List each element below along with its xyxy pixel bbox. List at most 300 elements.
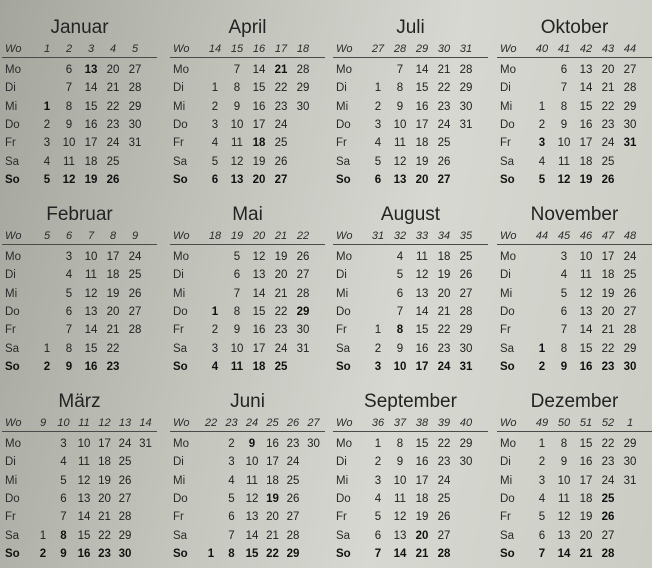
day-number: 28 [286, 529, 300, 542]
week-number: 31 [371, 230, 385, 242]
day-number: 3 [65, 251, 73, 263]
day-number: 20 [252, 173, 266, 186]
weekday-label: Fr [336, 137, 347, 150]
week-number: 9 [39, 417, 47, 429]
day-number: 19 [106, 287, 120, 300]
day-number: 12 [579, 287, 593, 300]
weekday-row [170, 172, 325, 188]
month-name: August [380, 204, 441, 225]
week-number: 30 [437, 43, 451, 55]
day-number: 14 [252, 64, 266, 76]
day-number: 1 [374, 438, 382, 450]
weekday-row [333, 473, 488, 489]
day-number: 29 [623, 342, 637, 355]
week-number: 11 [78, 417, 90, 429]
day-number: 18 [252, 137, 266, 150]
day-number: 10 [393, 474, 407, 487]
day-number: 14 [84, 324, 98, 337]
day-number: 19 [579, 173, 593, 186]
week-number: 39 [437, 417, 451, 429]
weekday-label: So [500, 547, 515, 560]
day-number: 16 [266, 438, 279, 450]
day-number: 5 [374, 155, 382, 168]
day-number: 22 [98, 529, 111, 542]
day-number: 21 [106, 324, 120, 337]
day-number: 18 [579, 492, 593, 505]
day-number: 23 [601, 360, 615, 373]
weekday-row [333, 249, 488, 265]
month-block [497, 203, 652, 378]
day-number: 21 [415, 547, 429, 560]
day-number: 25 [601, 492, 615, 505]
day-number: 4 [211, 137, 219, 150]
day-number: 23 [106, 360, 120, 373]
month-name: April [228, 17, 267, 38]
week-number: 18 [296, 43, 310, 55]
week-number: 35 [459, 230, 473, 242]
day-number: 9 [560, 456, 568, 469]
day-number: 8 [396, 82, 404, 95]
month-name: Juni [230, 391, 265, 412]
day-number: 9 [65, 360, 73, 373]
weekday-label: Sa [336, 529, 351, 542]
weekday-label: Mo [500, 251, 516, 263]
weekday-label: Mi [173, 100, 186, 113]
week-number: 14 [208, 43, 222, 55]
day-number: 16 [579, 118, 593, 131]
day-number: 1 [538, 100, 546, 113]
weekday-row [333, 341, 488, 357]
weekday-row [2, 62, 157, 78]
day-number: 8 [560, 100, 568, 113]
day-number: 21 [601, 324, 615, 337]
weekday-row [170, 117, 325, 133]
day-number: 23 [106, 118, 120, 131]
weekday-label: Mo [336, 64, 352, 76]
day-number: 28 [623, 324, 637, 337]
day-number: 2 [43, 360, 51, 373]
day-number: 23 [437, 456, 451, 469]
day-number: 12 [245, 492, 259, 505]
weekday-row [2, 473, 157, 489]
day-number: 17 [601, 251, 615, 263]
weekday-row [497, 117, 652, 133]
day-number: 5 [560, 287, 568, 300]
week-number: 48 [623, 230, 637, 242]
day-number: 17 [98, 438, 111, 450]
day-number: 26 [601, 511, 615, 524]
week-number: 32 [393, 230, 407, 242]
week-number: 44 [623, 43, 637, 55]
day-number: 4 [560, 269, 568, 282]
weekday-row [2, 80, 157, 96]
day-number: 9 [396, 456, 404, 469]
weekday-label: Di [5, 456, 16, 469]
day-number: 21 [601, 82, 615, 95]
weekday-row [333, 154, 488, 170]
week-number-row [2, 416, 157, 432]
day-number: 7 [65, 324, 73, 337]
day-number: 8 [60, 529, 67, 542]
week-number: 25 [266, 417, 279, 429]
day-number: 18 [601, 269, 615, 282]
weekday-row [170, 99, 325, 115]
weekday-row [497, 436, 652, 452]
day-number: 9 [396, 342, 404, 355]
day-number: 18 [415, 492, 429, 505]
day-number: 28 [296, 64, 310, 76]
day-number: 30 [623, 456, 637, 469]
weekday-label: Fr [500, 137, 511, 150]
weekday-row [333, 286, 488, 302]
day-number: 3 [43, 137, 51, 150]
day-number: 14 [245, 529, 259, 542]
day-number: 13 [252, 269, 266, 282]
week-number: 51 [579, 417, 593, 429]
weekday-label: Mo [500, 438, 516, 450]
weekday-label: Fr [500, 324, 511, 337]
day-number: 5 [374, 511, 382, 524]
weekday-row [170, 154, 325, 170]
day-number: 13 [84, 305, 98, 318]
day-number: 14 [393, 547, 407, 560]
week-label: Wo [336, 43, 353, 55]
day-number: 15 [415, 324, 429, 337]
day-number: 21 [437, 305, 451, 318]
day-number: 12 [230, 155, 244, 168]
weekday-row [497, 249, 652, 265]
month-name: März [58, 391, 101, 412]
week-number: 22 [204, 417, 218, 429]
day-number: 8 [560, 438, 568, 450]
weekday-row [497, 528, 652, 544]
day-number: 20 [106, 305, 120, 318]
week-number: 18 [208, 230, 222, 242]
weekday-label: So [500, 360, 515, 373]
day-number: 4 [374, 492, 382, 505]
week-label: Wo [500, 230, 517, 242]
day-number: 13 [84, 64, 98, 76]
weekday-row [170, 322, 325, 338]
week-number: 22 [296, 230, 310, 242]
week-number: 44 [535, 230, 549, 242]
week-number: 27 [371, 43, 385, 55]
day-number: 22 [601, 100, 615, 113]
day-number: 4 [211, 360, 219, 373]
weekday-row [2, 99, 157, 115]
week-number: 16 [252, 43, 266, 55]
day-number: 30 [307, 438, 320, 450]
weekday-label: Fr [173, 137, 184, 150]
day-number: 19 [415, 155, 429, 168]
weekday-label: Mi [336, 100, 349, 113]
week-number: 42 [579, 43, 593, 55]
weekday-label: Do [5, 305, 20, 318]
day-number: 27 [118, 492, 132, 505]
week-number: 1 [626, 417, 634, 429]
day-number: 7 [396, 64, 404, 76]
day-number: 24 [601, 137, 615, 150]
day-number: 27 [437, 173, 451, 186]
week-number: 2 [65, 43, 73, 55]
day-number: 30 [459, 100, 473, 113]
weekday-row [333, 62, 488, 78]
week-number: 20 [252, 230, 266, 242]
day-number: 24 [274, 342, 288, 355]
week-label: Wo [500, 417, 517, 429]
day-number: 7 [60, 511, 67, 524]
day-number: 2 [374, 456, 382, 469]
week-number: 15 [230, 43, 244, 55]
weekday-row [2, 436, 157, 452]
day-number: 17 [579, 137, 593, 150]
week-number-row [170, 42, 325, 58]
day-number: 6 [211, 173, 219, 186]
day-number: 20 [415, 529, 429, 542]
day-number: 16 [84, 360, 98, 373]
day-number: 20 [415, 173, 429, 186]
day-number: 24 [118, 438, 132, 450]
day-number: 6 [60, 492, 67, 505]
day-number: 14 [579, 82, 593, 95]
day-number: 10 [579, 251, 593, 263]
day-number: 7 [560, 324, 568, 337]
day-number: 20 [601, 64, 615, 76]
day-number: 1 [374, 324, 382, 337]
day-number: 31 [296, 342, 310, 355]
month-block [497, 16, 652, 191]
day-number: 10 [557, 137, 571, 150]
weekday-row [170, 304, 325, 320]
weekday-label: So [173, 547, 188, 560]
day-number: 15 [415, 82, 429, 95]
day-number: 11 [231, 137, 243, 150]
weekday-row [170, 509, 325, 525]
day-number: 29 [296, 82, 310, 95]
day-number: 20 [266, 511, 279, 524]
week-number: 46 [579, 230, 593, 242]
weekday-label: Sa [5, 155, 20, 168]
week-number: 5 [131, 43, 139, 55]
weekday-label: So [5, 173, 20, 186]
day-number: 6 [396, 287, 404, 300]
day-number: 26 [128, 287, 142, 300]
day-number: 27 [128, 305, 142, 318]
day-number: 27 [128, 64, 142, 76]
weekday-label: Do [500, 118, 515, 131]
day-number: 30 [296, 324, 310, 337]
day-number: 23 [98, 547, 111, 560]
day-number: 19 [579, 511, 593, 524]
weekday-row [170, 286, 325, 302]
day-number: 10 [84, 251, 98, 263]
weekday-row [170, 135, 325, 151]
week-number: 29 [415, 43, 429, 55]
day-number: 6 [538, 529, 546, 542]
day-number: 18 [579, 155, 593, 168]
day-number: 8 [396, 438, 404, 450]
day-number: 11 [394, 137, 406, 150]
day-number: 22 [601, 438, 615, 450]
day-number: 6 [233, 269, 241, 282]
day-number: 17 [252, 342, 266, 355]
weekday-label: Di [5, 269, 16, 282]
weekday-label: So [173, 360, 188, 373]
day-number: 10 [557, 474, 571, 487]
week-number: 52 [601, 417, 615, 429]
day-number: 26 [459, 269, 473, 282]
weekday-row [333, 528, 488, 544]
day-number: 1 [211, 305, 219, 318]
day-number: 31 [623, 474, 637, 487]
month-name: Juli [396, 17, 425, 38]
day-number: 21 [579, 547, 593, 560]
day-number: 20 [98, 492, 111, 505]
week-number: 23 [225, 417, 238, 429]
day-number: 21 [274, 64, 288, 76]
day-number: 27 [437, 529, 451, 542]
weekday-label: Mo [5, 438, 21, 450]
weekday-row [2, 491, 157, 507]
day-number: 18 [415, 137, 429, 150]
weekday-row [497, 99, 652, 115]
day-number: 27 [296, 269, 310, 282]
weekday-label: Sa [500, 529, 515, 542]
weekday-label: Mi [173, 287, 186, 300]
day-number: 2 [538, 360, 546, 373]
day-number: 2 [211, 324, 219, 337]
week-number-row [497, 416, 652, 432]
weekday-label: Di [336, 456, 347, 469]
day-number: 1 [43, 100, 51, 113]
day-number: 29 [459, 438, 473, 450]
weekday-row [170, 267, 325, 283]
day-number: 6 [228, 511, 235, 524]
day-number: 3 [60, 438, 67, 450]
weekday-label: So [173, 173, 188, 186]
day-number: 15 [84, 100, 98, 113]
day-number: 26 [296, 251, 310, 263]
weekday-row [170, 454, 325, 470]
weekday-row [497, 322, 652, 338]
day-number: 9 [233, 100, 241, 113]
day-number: 9 [233, 324, 241, 337]
day-number: 18 [98, 456, 111, 469]
day-number: 1 [207, 547, 215, 560]
day-number: 17 [415, 474, 429, 487]
day-number: 7 [396, 305, 404, 318]
day-number: 8 [233, 82, 241, 95]
day-number: 4 [60, 456, 67, 469]
weekday-row [170, 80, 325, 96]
week-number: 28 [393, 43, 407, 55]
week-number: 49 [535, 417, 549, 429]
weekday-row [497, 509, 652, 525]
day-number: 11 [416, 251, 428, 263]
day-number: 30 [623, 360, 637, 373]
day-number: 25 [118, 456, 132, 469]
week-label: Wo [336, 230, 353, 242]
day-number: 25 [286, 474, 300, 487]
day-number: 26 [601, 173, 615, 186]
weekday-label: Fr [173, 511, 184, 524]
day-number: 4 [538, 155, 546, 168]
weekday-row [2, 249, 157, 265]
weekday-row [2, 267, 157, 283]
weekday-label: Do [336, 492, 351, 505]
day-number: 9 [560, 360, 568, 373]
day-number: 17 [415, 360, 429, 373]
day-number: 5 [538, 173, 546, 186]
day-number: 31 [128, 137, 142, 150]
day-number: 3 [374, 360, 382, 373]
week-number: 33 [415, 230, 429, 242]
weekday-row [497, 172, 652, 188]
day-number: 23 [286, 438, 300, 450]
weekday-label: Fr [5, 137, 16, 150]
weekday-label: Fr [5, 511, 16, 524]
weekday-label: Di [500, 456, 511, 469]
day-number: 22 [437, 438, 451, 450]
weekday-row [333, 546, 488, 562]
month-name: Oktober [540, 17, 609, 38]
day-number: 5 [396, 269, 404, 282]
day-number: 30 [296, 100, 310, 113]
day-number: 21 [274, 287, 288, 300]
weekday-row [333, 172, 488, 188]
day-number: 7 [560, 82, 568, 95]
day-number: 18 [252, 360, 266, 373]
day-number: 23 [601, 456, 615, 469]
weekday-label: So [5, 360, 20, 373]
day-number: 29 [623, 100, 637, 113]
weekday-row [170, 249, 325, 265]
week-number: 17 [274, 43, 288, 55]
day-number: 4 [65, 269, 73, 282]
weekday-row [2, 454, 157, 470]
weekday-label: Sa [173, 155, 188, 168]
day-number: 11 [230, 360, 244, 373]
weekday-label: Fr [173, 324, 184, 337]
day-number: 31 [459, 360, 473, 373]
day-number: 25 [274, 137, 288, 150]
day-number: 17 [252, 118, 266, 131]
day-number: 19 [84, 173, 98, 186]
weekday-label: Mo [336, 251, 352, 263]
day-number: 10 [393, 360, 407, 373]
day-number: 10 [230, 342, 244, 355]
day-number: 5 [43, 173, 51, 186]
day-number: 29 [286, 547, 300, 560]
day-number: 30 [459, 456, 473, 469]
day-number: 23 [437, 100, 451, 113]
day-number: 26 [437, 511, 451, 524]
weekday-label: Do [173, 118, 188, 131]
weekday-label: Mi [500, 100, 513, 113]
weekday-label: Mo [336, 438, 352, 450]
month-name: Dezember [530, 391, 619, 412]
day-number: 7 [65, 82, 73, 95]
day-number: 18 [266, 474, 279, 487]
day-number: 21 [437, 64, 451, 76]
day-number: 19 [98, 474, 111, 487]
day-number: 20 [579, 529, 593, 542]
weekday-label: Di [336, 269, 347, 282]
day-number: 5 [233, 251, 241, 263]
week-number-row [170, 229, 325, 245]
day-number: 1 [43, 342, 51, 355]
week-number: 10 [57, 417, 70, 429]
